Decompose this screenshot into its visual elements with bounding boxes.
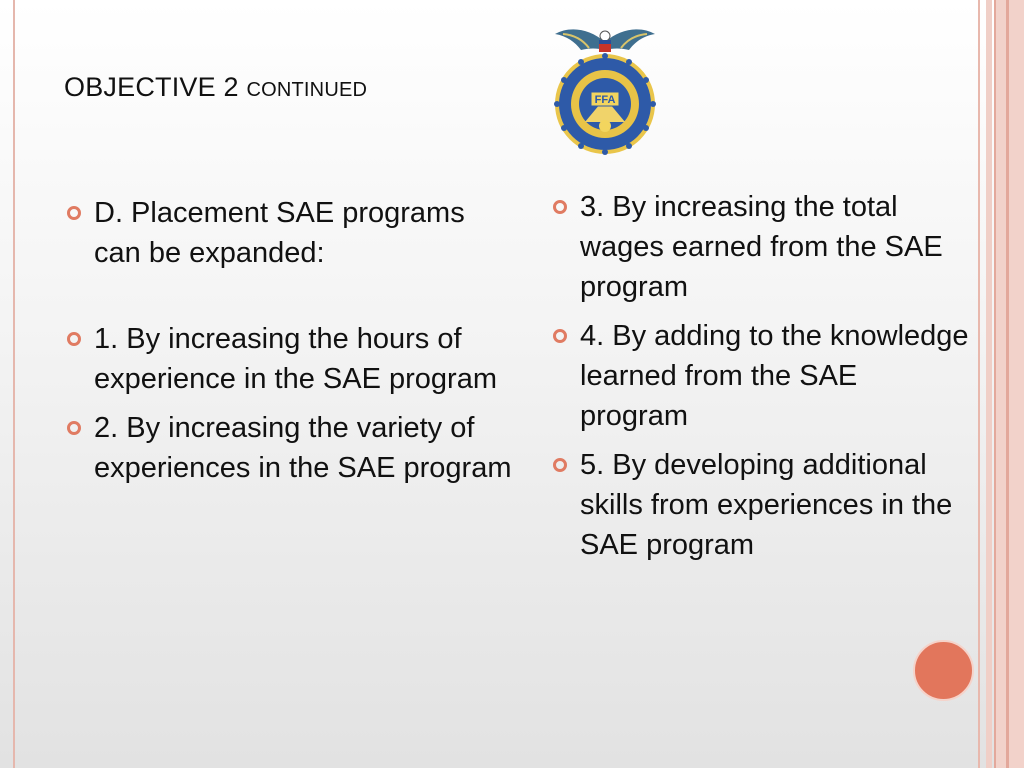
list-item: 1. By increasing the hours of experience in the SAE program <box>64 319 514 399</box>
ffa-emblem-logo <box>549 22 661 157</box>
bullet-icon <box>553 458 567 472</box>
bullet-icon <box>553 329 567 343</box>
svg-text:FFA: FFA <box>594 94 616 106</box>
bullet-icon <box>67 206 81 220</box>
list-item: 4. By adding to the knowledge learned from the SAE program <box>550 316 970 436</box>
list-item: D. Placement SAE programs can be expanded: <box>64 193 514 273</box>
bullet-icon <box>67 332 81 346</box>
list-item: 2. By increasing the variety of experiences in the SAE program <box>64 408 514 488</box>
list-item: 5. By developing additional skills from experiences in the SAE program <box>550 445 970 565</box>
list-item: 3. By increasing the total wages earned from the SAE program <box>550 187 970 307</box>
decorative-circle <box>913 640 974 701</box>
slide-title <box>64 72 367 103</box>
right-column <box>550 187 970 565</box>
right-stripe-4 <box>1006 0 1009 768</box>
bullet-icon <box>67 421 81 435</box>
title-small: CONTINUED <box>246 79 368 101</box>
right-stripe-3 <box>994 0 1024 768</box>
left-border-decoration <box>0 0 15 768</box>
title-main: OBJECTIVE 2 <box>64 72 239 102</box>
bullet-icon <box>553 200 567 214</box>
left-column <box>64 193 514 488</box>
right-stripe-1 <box>978 0 980 768</box>
right-stripe-2 <box>986 0 992 768</box>
